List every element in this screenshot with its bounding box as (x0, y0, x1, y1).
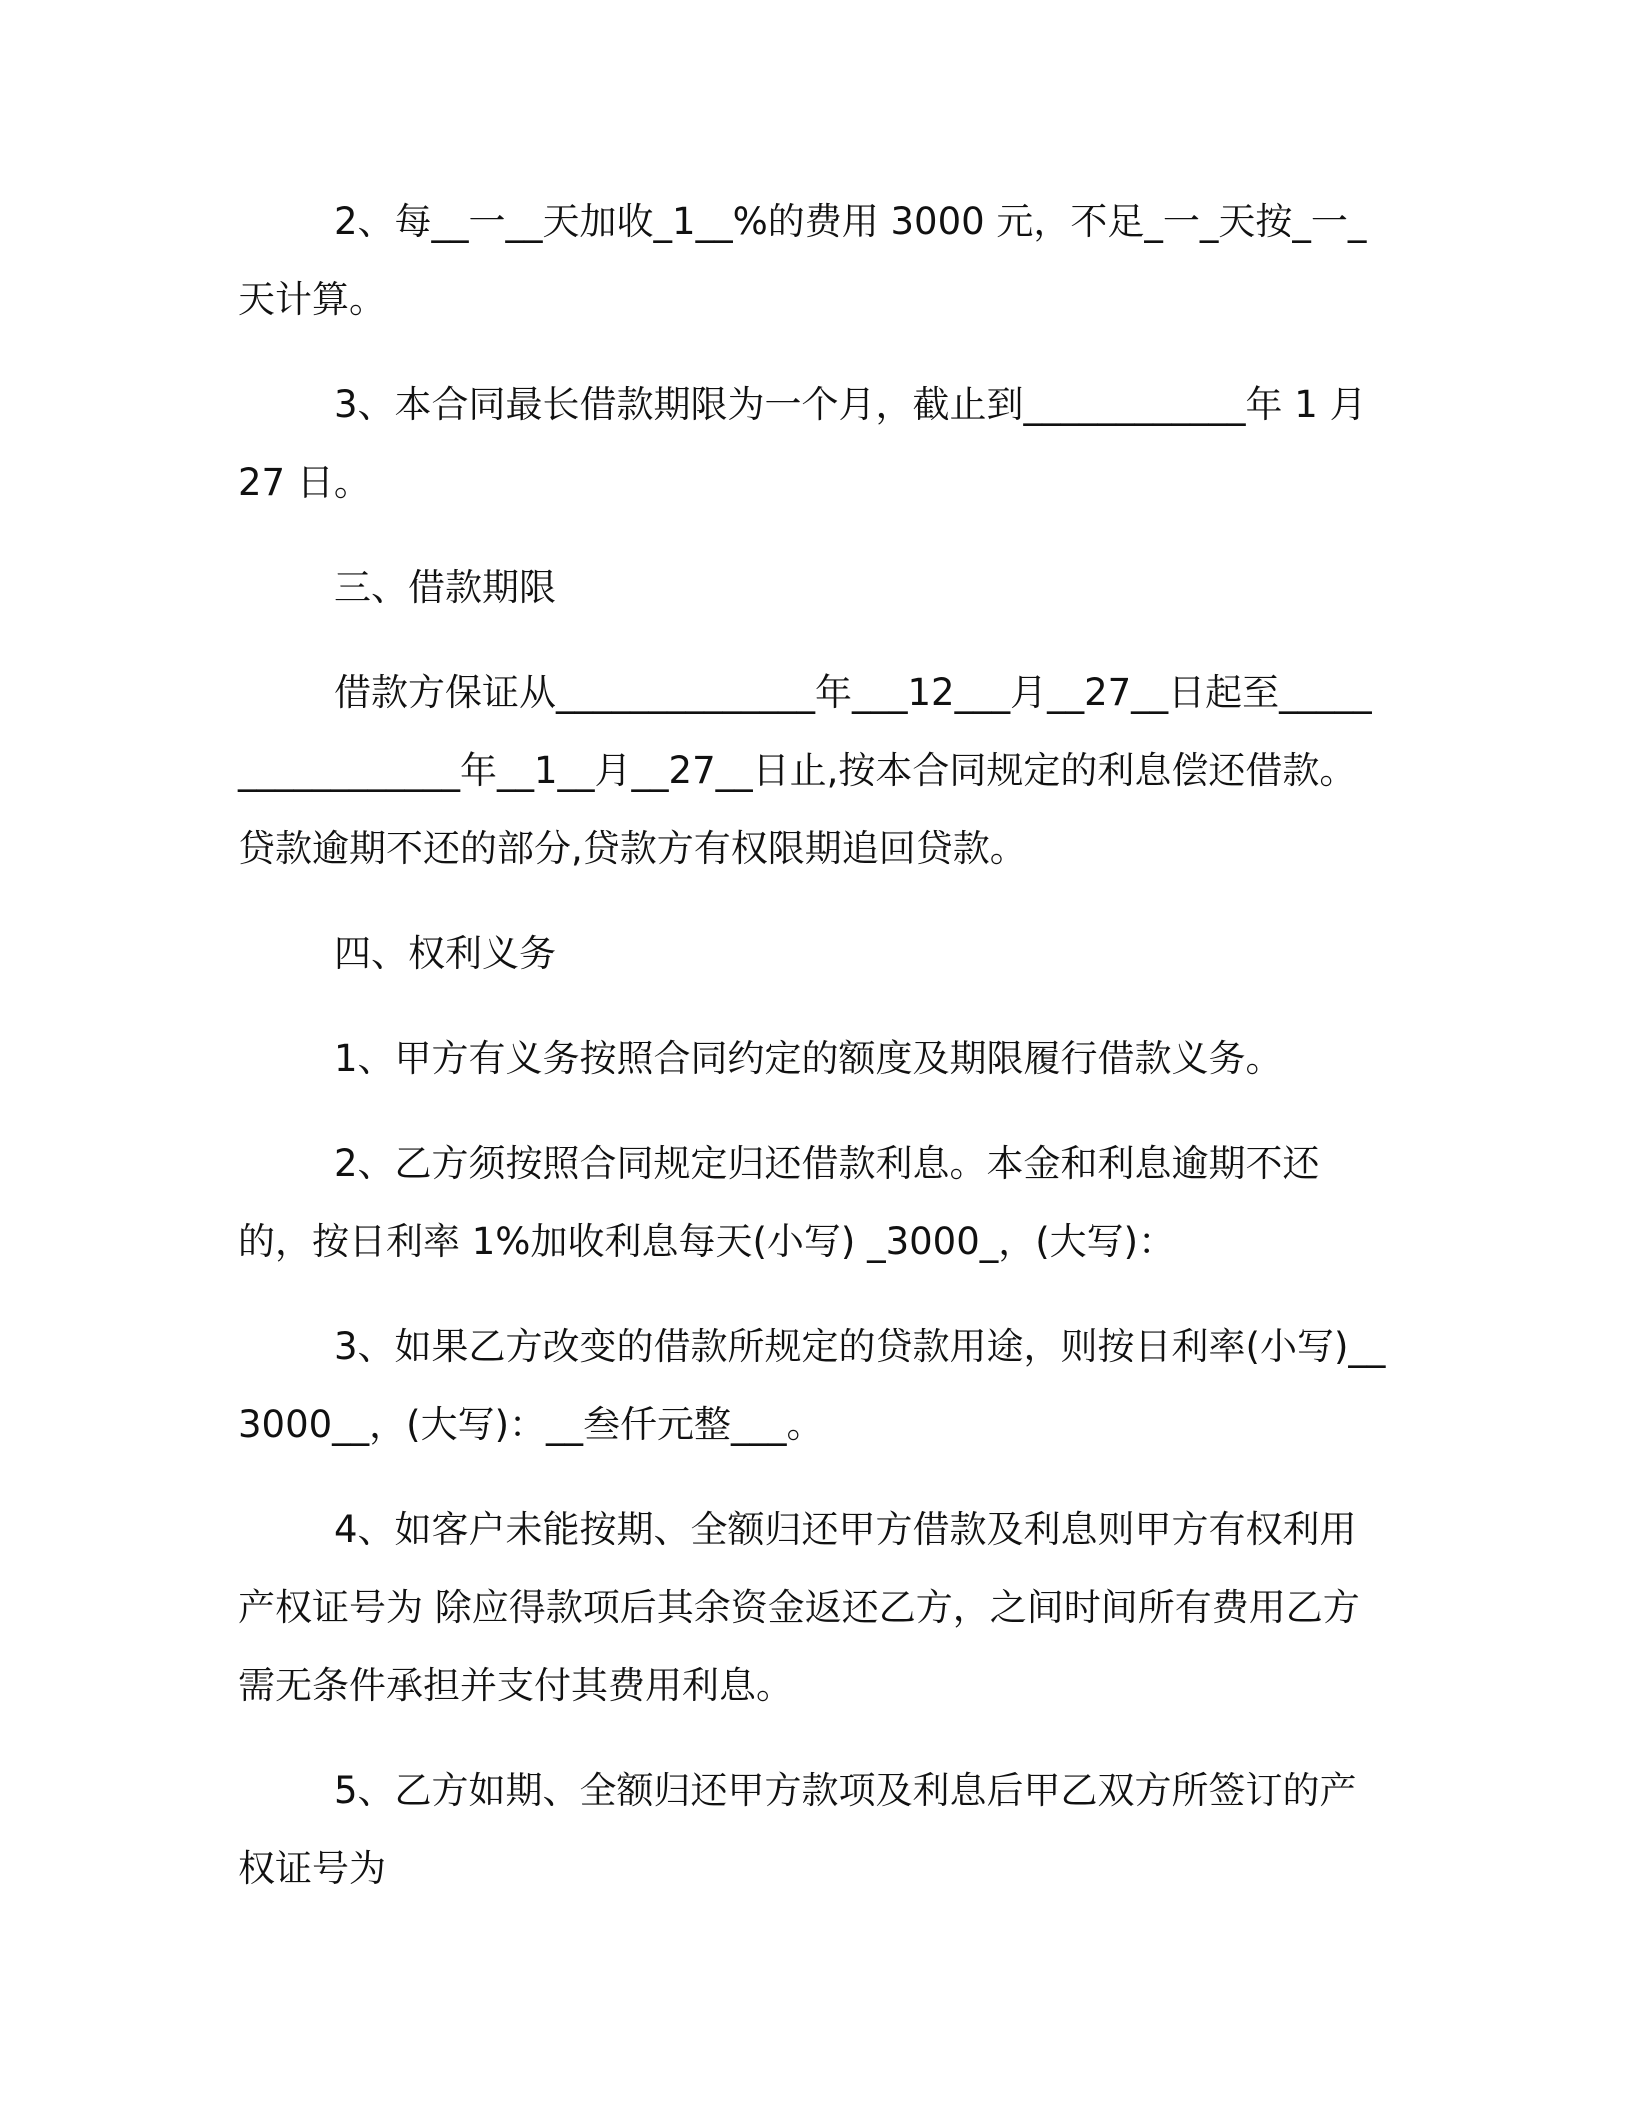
document-body (238, 183, 1390, 1935)
obligation-1-lender: 1、甲方有义务按照合同约定的额度及期限履行借款义务。 (334, 1037, 1283, 1080)
clause-2-daily-fee: 2、每__一__天加收_1__%的费用 3000 元，不足_一_天按_一_天计算。 (238, 200, 1367, 321)
loan-period-guarantee-paragraph: 借款方保证从______________年___12___月__27__日起至_________________年__1__月__27__日止,按本合同规定的利息偿还借款。贷款逾期不还的部分,贷款方有权限期追回贷款。 (238, 671, 1372, 870)
obligation-5-repayment-complete: 5、乙方如期、全额归还甲方款项及利息后甲乙双方所签订的产权证号为 (238, 1769, 1357, 1890)
clause-3-loan-term-limit: 3、本合同最长借款期限为一个月，截止到____________年 1 月 27 日。 (238, 383, 1367, 504)
section-heading-loan-period: 三、借款期限 (334, 566, 556, 609)
obligation-2-borrower-repayment: 2、乙方须按照合同规定归还借款利息。本金和利息逾期不还的，按日利率 1%加收利息每天(小写) _3000_，(大写)： (238, 1142, 1320, 1263)
obligation-3-loan-purpose: 3、如果乙方改变的借款所规定的贷款用途，则按日利率(小写)__3000__，(大写)：__叁仟元整___。 (238, 1325, 1386, 1446)
obligation-4-default: 4、如客户未能按期、全额归还甲方借款及利息则甲方有权利用产权证号为 除应得款项后其余资金返还乙方，之间时间所有费用乙方需无条件承担并支付其费用利息。 (238, 1508, 1360, 1707)
section-heading-rights-obligations: 四、权利义务 (334, 932, 556, 975)
